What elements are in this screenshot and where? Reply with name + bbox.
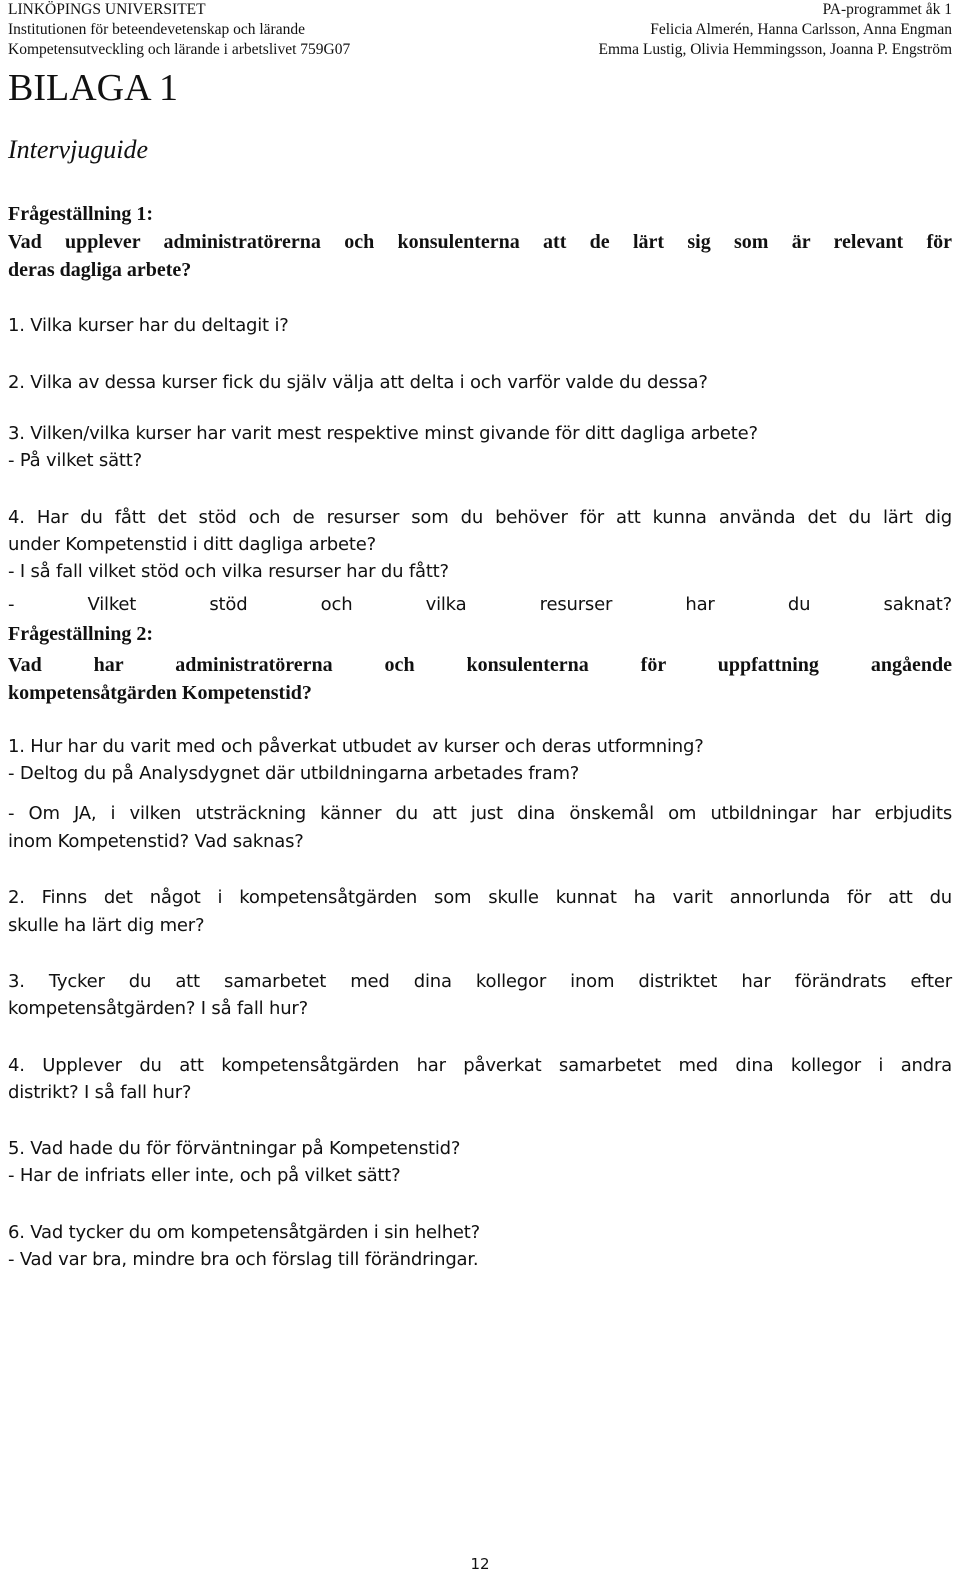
document-page: [8, 0, 952, 1270]
header-university: LINKÖPINGS UNIVERSITET: [8, 1, 206, 18]
section-2-item-5-sub: - Har de infriats eller inte, och på vilket sätt?: [8, 1165, 401, 1186]
guide-title: Intervjuguide: [8, 135, 149, 164]
section-2-item-3-line-2: kompetensåtgärden? I så fall hur?: [8, 998, 308, 1019]
section-1-heading: [8, 200, 952, 284]
header-department: Institutionen för beteendevetenskap och lärande: [8, 21, 305, 38]
section-2-item-4-line-2: distrikt? I så fall hur?: [8, 1082, 192, 1103]
header-right: [599, 0, 952, 60]
section-1-item-4-sub-1: - I så fall vilket stöd och vilka resurser har du fått?: [8, 561, 449, 582]
header-authors-2: Emma Lustig, Olivia Hemmingsson, Joanna P. Engström: [598, 41, 952, 58]
section-2-item-1-sub-1: - Deltog du på Analysdygnet där utbildningarna arbetades fram?: [8, 763, 580, 784]
section-2-item-5: 5. Vad hade du för förväntningar på Kompetenstid?: [8, 1138, 461, 1159]
section-2-question-line-2: kompetensåtgärden Kompetenstid?: [8, 682, 312, 704]
page-header: [8, 0, 952, 60]
page-number: 12: [470, 1555, 490, 1573]
section-1-question-line-1: Vad upplever administratörerna och konsulenterna att de lärt sig som är relevant för: [8, 231, 952, 253]
section-2-item-6-sub: - Vad var bra, mindre bra och förslag till förändringar.: [8, 1249, 479, 1270]
header-program: PA-programmet åk 1: [822, 1, 952, 18]
section-1-item-2: 2. Vilka av dessa kurser fick du själv välja att delta i och varför valde du dessa?: [8, 372, 708, 393]
section-2-item-2-line-1: 2. Finns det något i kompetensåtgärden som skulle kunnat ha varit annorlunda för att du: [8, 887, 952, 908]
section-1-item-4-sub-2: - Vilket stöd och vilka resurser har du saknat?: [8, 594, 952, 615]
section-1-question-line-2: deras dagliga arbete?: [8, 259, 192, 281]
section-2-item-3-line-1: 3. Tycker du att samarbetet med dina kollegor inom distriktet har förändrats efter: [8, 971, 952, 992]
section-2-question-line-1: Vad har administratörerna och konsulenterna för uppfattning angående: [8, 654, 952, 676]
section-1-item-4-line-2: under Kompetenstid i ditt dagliga arbete?: [8, 534, 376, 555]
appendix-title: BILAGA 1: [8, 67, 178, 109]
section-2-item-4-line-1: 4. Upplever du att kompetensåtgärden har påverkat samarbetet med dina kollegor i andra: [8, 1055, 952, 1076]
section-2-item-1-sub-2-line-2: inom Kompetenstid? Vad saknas?: [8, 831, 304, 852]
section-2-item-1: 1. Hur har du varit med och påverkat utbudet av kurser och deras utformning?: [8, 736, 704, 757]
header-course: Kompetensutveckling och lärande i arbetslivet 759G07: [8, 41, 351, 58]
section-1-item-3-sub: - På vilket sätt?: [8, 450, 142, 471]
section-1-item-1: 1. Vilka kurser har du deltagit i?: [8, 315, 289, 336]
section-2-heading: [8, 620, 952, 707]
section-1-label: Frågeställning 1:: [8, 203, 153, 225]
section-2-item-2-line-2: skulle ha lärt dig mer?: [8, 915, 205, 936]
header-left: [8, 0, 350, 60]
header-authors-1: Felicia Almerén, Hanna Carlsson, Anna Engman: [650, 21, 952, 38]
section-2-label: Frågeställning 2:: [8, 623, 153, 645]
section-2-item-1-sub-2-line-1: - Om JA, i vilken utsträckning känner du att just dina önskemål om utbildningar har erbjudits: [8, 803, 952, 824]
section-1-item-4-line-1: 4. Har du fått det stöd och de resurser som du behöver för att kunna använda det du lärt dig: [8, 507, 952, 528]
section-1-item-3: 3. Vilken/vilka kurser har varit mest respektive minst givande för ditt dagliga arbete?: [8, 423, 758, 444]
section-2-item-6: 6. Vad tycker du om kompetensåtgärden i sin helhet?: [8, 1222, 481, 1243]
